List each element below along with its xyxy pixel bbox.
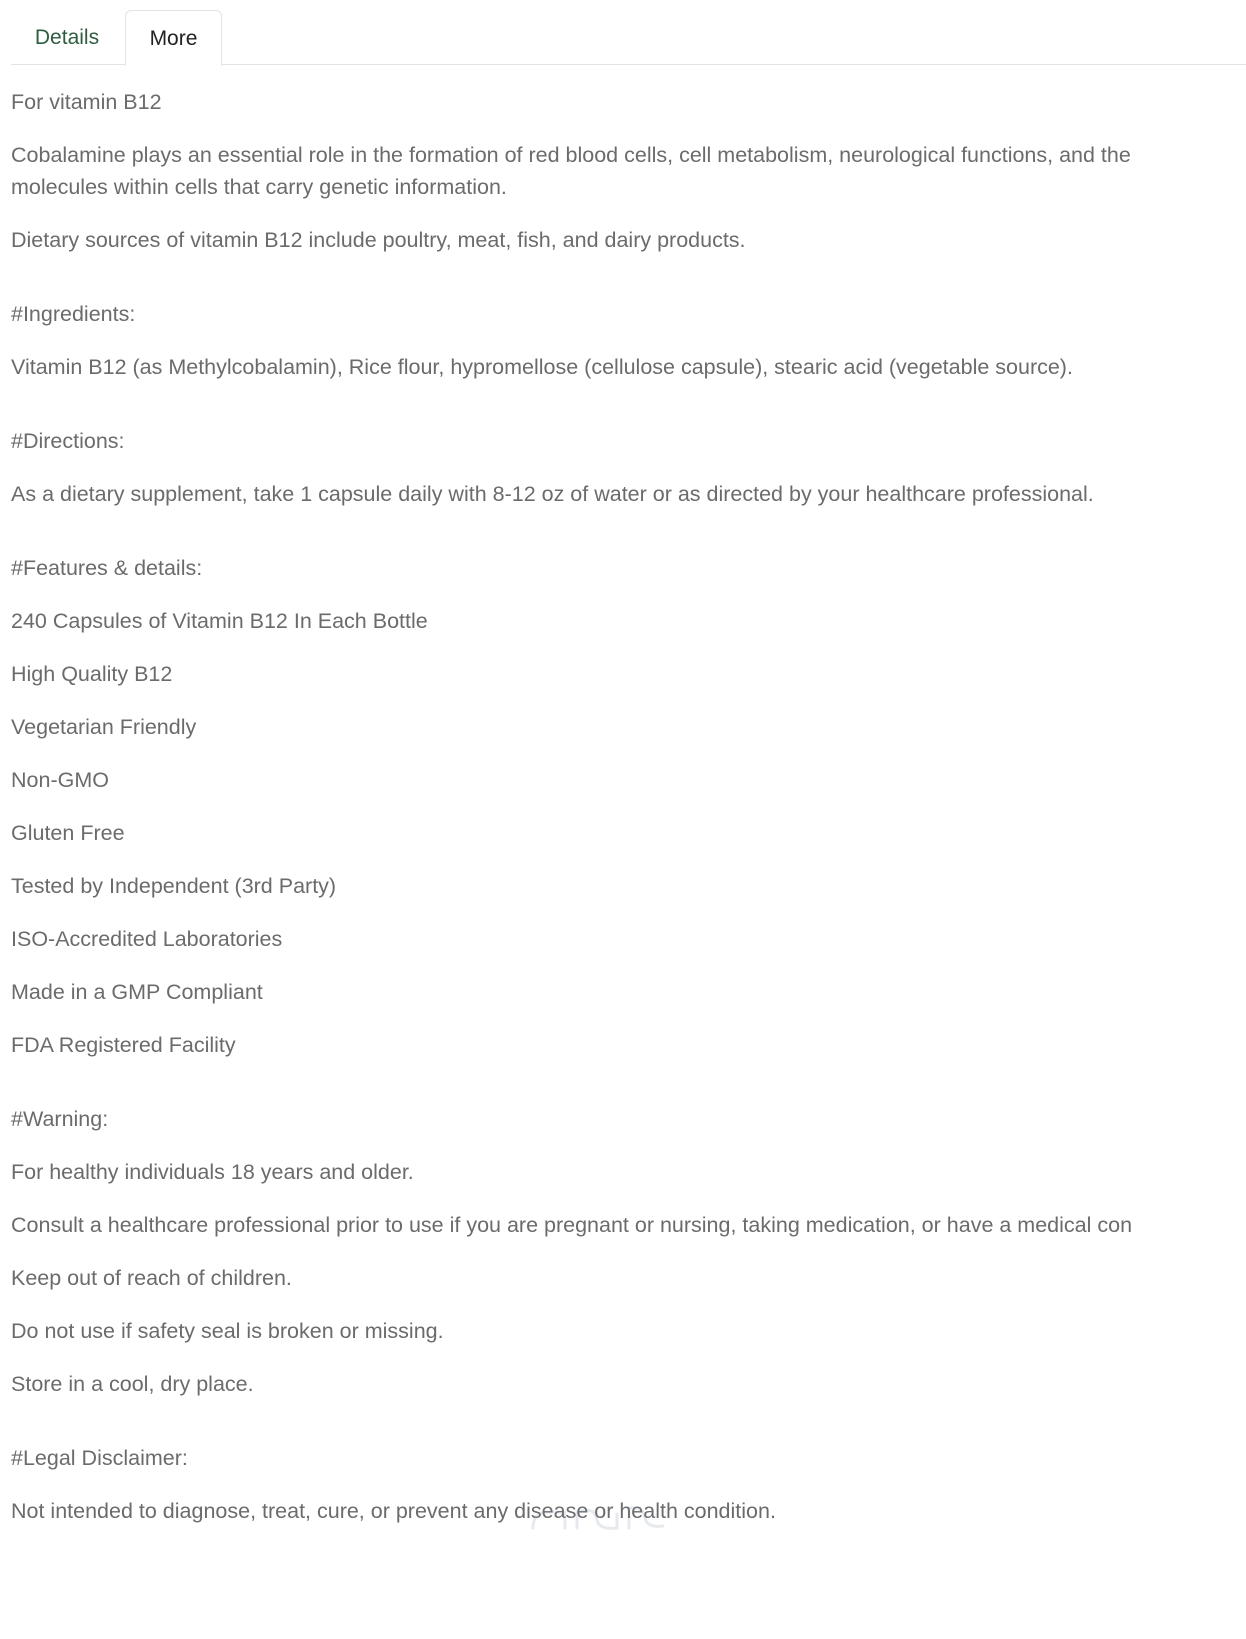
watermark-logo (525, 1498, 670, 1538)
feature-item: Non-GMO (11, 768, 109, 792)
tab-more[interactable]: More (125, 10, 222, 66)
feature-item: Tested by Independent (3rd Party) (11, 874, 337, 898)
warning-item: Store in a cool, dry place. (11, 1372, 254, 1396)
warning-item: Keep out of reach of children. (11, 1266, 292, 1290)
intro-heading: For vitamin B12 (11, 90, 162, 114)
directions-heading: #Directions: (11, 429, 125, 453)
description-line-2: molecules within cells that carry genetic information. (11, 175, 507, 199)
feature-item: Vegetarian Friendly (11, 715, 197, 739)
warning-heading: #Warning: (11, 1107, 109, 1131)
legal-disclaimer-heading: #Legal Disclaimer: (11, 1446, 188, 1470)
ingredients-text: Vitamin B12 (as Methylcobalamin), Rice flour, hypromellose (cellulose capsule), stearic acid (vegetable source). (11, 355, 1073, 379)
tab-bar (11, 10, 1246, 65)
directions-text: As a dietary supplement, take 1 capsule daily with 8-12 oz of water or as directed by your healthcare professional. (11, 482, 1094, 506)
tab-details[interactable]: Details (34, 26, 100, 49)
description-line-1: Cobalamine plays an essential role in the formation of red blood cells, cell metabolism, neurological functions, and the (11, 143, 1131, 167)
feature-item: Made in a GMP Compliant (11, 980, 263, 1004)
warning-item: Do not use if safety seal is broken or missing. (11, 1319, 444, 1343)
feature-item: ISO-Accredited Laboratories (11, 927, 283, 951)
ingredients-heading: #Ingredients: (11, 302, 136, 326)
dietary-sources-text: Dietary sources of vitamin B12 include poultry, meat, fish, and dairy products. (11, 228, 746, 252)
feature-item: FDA Registered Facility (11, 1033, 236, 1057)
warning-item: For healthy individuals 18 years and older. (11, 1160, 414, 1184)
feature-item: High Quality B12 (11, 662, 173, 686)
legal-disclaimer-text: Not intended to diagnose, treat, cure, or prevent any disease or health condition. (11, 1499, 776, 1523)
warning-item: Consult a healthcare professional prior to use if you are pregnant or nursing, taking medication, or have a medical con (11, 1213, 1133, 1237)
feature-item: 240 Capsules of Vitamin B12 In Each Bottle (11, 609, 428, 633)
feature-item: Gluten Free (11, 821, 125, 845)
features-heading: #Features & details: (11, 556, 203, 580)
